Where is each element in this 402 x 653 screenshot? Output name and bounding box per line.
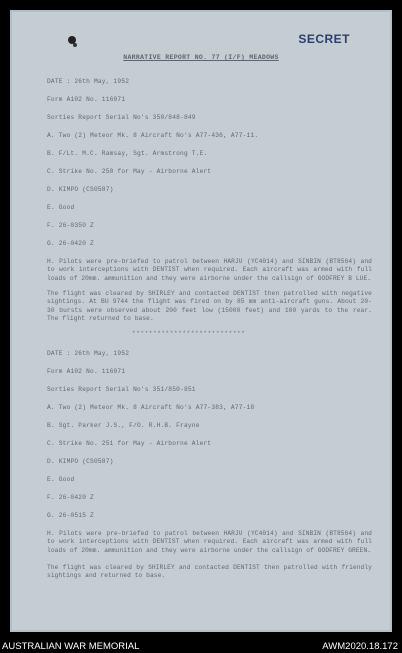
s2-item-f: F. 26-0420 Z <box>47 494 94 501</box>
s1-item-g: G. 26-0420 Z <box>47 240 94 247</box>
s1-narrative: The flight was cleared by SHIRLEY and contacted DENTIST then patrolled with negative sightings. At BU 9744 the flight was fired on by 85 mm anti-aircraft guns. About 20-30 bursts were observed about 200 feet low (15000 feet) and 100 yards to the rear. The flight returned to base. <box>47 290 372 323</box>
s2-item-e: E. Good <box>47 476 75 483</box>
s2-item-d: D. KIMPO (CS0587) <box>47 458 114 465</box>
s1-date: DATE : 26th May, 1952 <box>47 78 130 85</box>
s2-item-h: H. Pilots were pre-briefed to patrol between HARJU (YC4014) and SINBIN (BT8564) and to work interceptions with DENTIST when required. Each aircraft was armed with full loads of 20mm. ammunition and they were airborne under the callsign of GODFREY GREEN. <box>47 530 372 554</box>
s1-item-d: D. KIMPO (CS0587) <box>47 186 114 193</box>
s1-item-c: C. Strike No. 250 for May - Airborne Alert <box>47 168 212 175</box>
footer-reference: AWM2020.18.172 <box>322 641 398 652</box>
s2-item-a: A. Two (2) Meteor Mk. 8 Aircraft No's A77-383, A77-18 <box>47 404 255 411</box>
s2-narrative: The flight was cleared by SHIRLEY and contacted DENTIST then patrolled with friendly sightings and returned to base. <box>47 564 372 580</box>
s1-sorties: Sorties Report Serial No's 350/848-849 <box>47 114 196 121</box>
s1-item-b: B. F/Lt. M.C. Ramsay, Sgt. Armstrong T.E. <box>47 150 208 157</box>
s1-form: Form A102 No. 116071 <box>47 96 126 103</box>
document-page <box>12 12 390 630</box>
s1-item-h: H. Pilots were pre-briefed to patrol between HARJU (YC4014) and SINBIN (BT8564) and to work interceptions with DENTIST when required. Each aircraft was armed with full loads of 20mm. ammunition and they were airborne under the callsign of GODFREY B LUE. <box>47 258 372 282</box>
document-sheet <box>10 10 392 632</box>
s2-form: Form A102 No. 116071 <box>47 368 126 375</box>
section-separator: *************************** <box>132 330 246 337</box>
s2-item-b: B. Sgt. Parker J.S., F/O. R.H.B. Frayne <box>47 422 200 429</box>
s2-date: DATE : 26th May, 1952 <box>47 350 130 357</box>
s2-item-g: G. 26-0515 Z <box>47 512 94 519</box>
s1-item-f: F. 26-0350 Z <box>47 222 94 229</box>
footer-institution: AUSTRALIAN WAR MEMORIAL <box>2 641 140 652</box>
s2-item-c: C. Strike No. 251 for May - Airborne Alert <box>47 440 212 447</box>
secret-stamp: SECRET <box>298 32 350 46</box>
s2-sorties: Sorties Report Serial No's 351/850-851 <box>47 386 196 393</box>
s1-item-a: A. Two (2) Meteor Mk. 8 Aircraft No's A77-436, A77-11. <box>47 132 259 139</box>
s1-item-e: E. Good <box>47 204 75 211</box>
report-title: NARRATIVE REPORT NO. 77 (I/F) MEADOWS <box>123 54 279 61</box>
ink-smudge <box>68 36 76 44</box>
